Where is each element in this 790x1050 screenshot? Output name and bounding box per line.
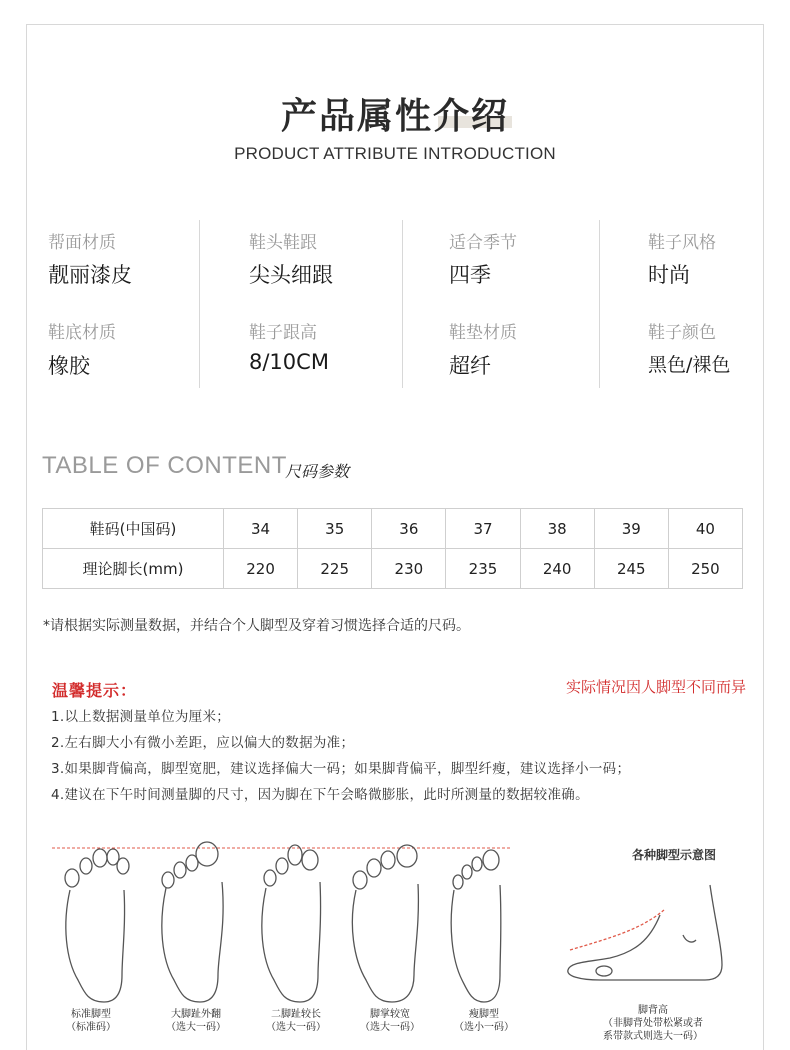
size-cell: 34: [224, 509, 298, 549]
attribute-label: 鞋垫材质: [449, 323, 517, 343]
page-title: 产品属性介绍: [280, 96, 509, 137]
attribute-label: 鞋子跟高: [249, 323, 317, 343]
foot-type-name: 标准脚型: [71, 1009, 111, 1020]
size-cell: 38: [520, 509, 594, 549]
length-cell: 250: [668, 549, 742, 589]
attribute-label: 鞋子风格: [648, 233, 716, 253]
attribute-label: 鞋子颜色: [648, 323, 716, 343]
size-cell: 36: [372, 509, 446, 549]
size-table-heading-en: TABLE OF CONTENT: [42, 452, 287, 479]
attribute-column-4: [599, 220, 746, 388]
tips-right-note: 实际情况因人脚型不同而异: [565, 678, 746, 696]
wide-foot-icon: [352, 845, 418, 1002]
tip-item: 2.左右脚大小有微小差距，应以偏大的数据为准；: [51, 735, 355, 751]
foot-caption-wide: [350, 1008, 430, 1034]
attribute-value: 黑色/裸色: [648, 354, 731, 376]
table-row: [43, 509, 743, 549]
foot-type-name: 二脚趾较长: [271, 1009, 321, 1020]
size-cell: 39: [594, 509, 668, 549]
table-row: [43, 549, 743, 589]
foot-type-advice: （选大一码）: [266, 1022, 326, 1033]
side-caption-line: 脚背高: [638, 1005, 668, 1016]
standard-foot-icon: [65, 849, 129, 1002]
attribute-label: 适合季节: [449, 233, 517, 253]
attribute-value: 橡胶: [48, 354, 90, 378]
attribute-value: 尖头细跟: [249, 263, 333, 287]
size-table: [42, 508, 743, 589]
size-note: *请根据实际测量数据，并结合个人脚型及穿着习惯选择合适的尺码。: [43, 618, 470, 634]
attribute-label: 帮面材质: [48, 233, 116, 253]
foot-type-advice: （标准码）: [66, 1022, 116, 1033]
foot-type-name: 大脚趾外翻: [171, 1009, 221, 1020]
row-label: 鞋码(中国码): [43, 509, 224, 549]
bunion-foot-icon: [162, 842, 223, 1002]
tip-item: 3.如果脚背偏高，脚型宽肥，建议选择偏大一码；如果脚背偏平，脚型纤瘦，建议选择小一码；: [51, 761, 631, 777]
attribute-value: 四季: [449, 263, 491, 287]
slim-foot-icon: [451, 850, 501, 1002]
length-cell: 220: [224, 549, 298, 589]
tip-item: 4.建议在下午时间测量脚的尺寸，因为脚在下午会略微膨胀，此时所测量的数据较准确。: [51, 787, 589, 803]
attribute-column-3: [402, 220, 599, 388]
attribute-value: 超纤: [449, 354, 491, 378]
attribute-label: 鞋底材质: [48, 323, 116, 343]
foot-type-advice: （选大一码）: [360, 1022, 420, 1033]
foot-caption-long-second-toe: [256, 1008, 336, 1034]
tip-item: 1.以上数据测量单位为厘米；: [51, 709, 231, 725]
long-second-toe-foot-icon: [262, 845, 321, 1002]
attribute-grid: [46, 220, 746, 388]
attribute-value: 靓丽漆皮: [48, 263, 132, 287]
size-cell: 37: [446, 509, 520, 549]
attribute-column-2: [199, 220, 402, 388]
foot-type-name: 脚掌较宽: [370, 1009, 410, 1020]
length-cell: 240: [520, 549, 594, 589]
page-subtitle: PRODUCT ATTRIBUTE INTRODUCTION: [234, 144, 556, 163]
size-table-heading-cn: 尺码参数: [285, 462, 350, 481]
attribute-value: 8/10CM: [249, 350, 329, 374]
row-label: 理论脚长(mm): [43, 549, 224, 589]
foot-type-advice: （选小一码）: [454, 1022, 514, 1033]
foot-caption-slim: [444, 1008, 524, 1034]
foot-caption-standard: [56, 1008, 126, 1034]
size-cell: 40: [668, 509, 742, 549]
length-cell: 235: [446, 549, 520, 589]
length-cell: 245: [594, 549, 668, 589]
high-instep-foot-icon: [568, 885, 722, 980]
foot-diagram-title: 各种脚型示意图: [632, 848, 717, 862]
side-caption-line: （非脚背处带松紧或者: [603, 1018, 703, 1029]
foot-type-name: 瘦脚型: [469, 1009, 499, 1020]
foot-caption-high-instep: [588, 1004, 718, 1043]
tips-title: 温馨提示：: [52, 681, 138, 700]
foot-type-advice: （选大一码）: [166, 1022, 226, 1033]
size-cell: 35: [298, 509, 372, 549]
side-caption-line: 系带款式则选大一码）: [603, 1031, 703, 1042]
foot-caption-bunion: [156, 1008, 236, 1034]
length-cell: 225: [298, 549, 372, 589]
attribute-value: 时尚: [648, 263, 690, 287]
length-cell: 230: [372, 549, 446, 589]
attribute-column-1: [46, 220, 200, 388]
attribute-label: 鞋头鞋跟: [249, 233, 317, 253]
